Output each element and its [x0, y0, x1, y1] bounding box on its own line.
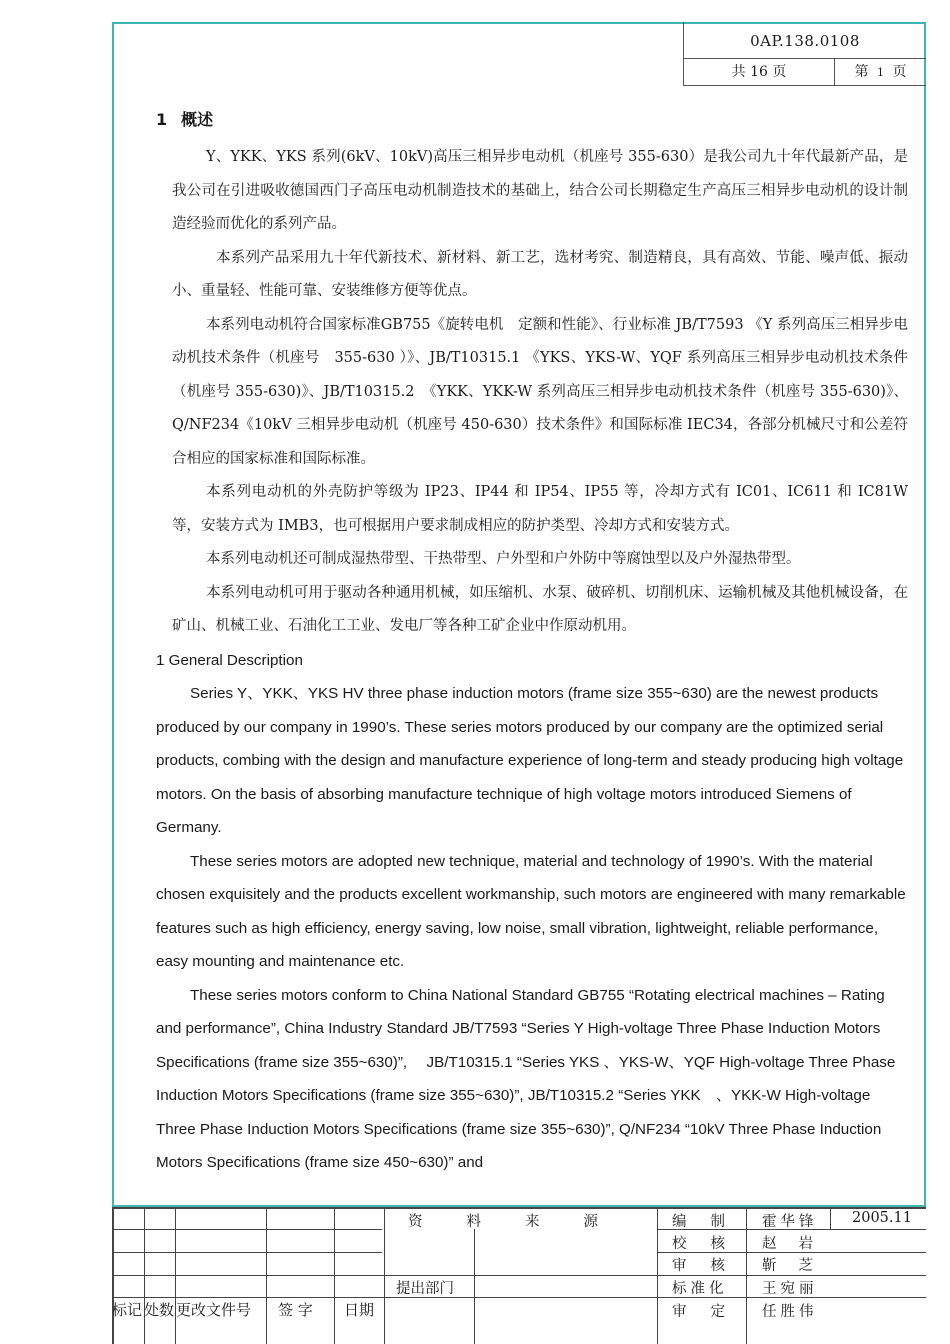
rev-header-docno: 更改文件号 [176, 1301, 252, 1319]
section-heading-cn [156, 108, 908, 132]
role-standardization: 标准化 [672, 1281, 728, 1297]
role-checked: 校核 [672, 1236, 749, 1252]
paragraph-cn: 本系列电动机符合国家标准GB755《旋转电机 定额和性能》、行业标准 JB/T7593 《Y 系列高压三相异步电动机技术条件（机座号 355-630 ）》、JB/T10315.1 《YKS、YKS-W、YQF 系列高压三相异步电动机技术条件（机座号 355-630)》、JB/T10315.2 《YKK、YKK-W 系列高压三相异步电动机技术条件（机座号 355-630)》、Q/NF234《10kV 三相异步电动机（机座号 450-630）技术条件》和国际标准 IEC34，各部分机械尺寸和公差符合相应的国家标准和国际标准。 [172, 316, 908, 467]
paragraph-en: These series motors conform to China National Standard GB755 “Rotating electrical machines – Rating and performance”, China Industry Standard JB/T7593 “Series Y High-voltage Three Phase Induction Motors Specifications (frame size 355~630)”, JB/T10315.1 “Series YKS 、YKS-W、YQF High-voltage Three Phase Induction Motors Specifications (frame size 355~630)”, JB/T10315.2 “Series YKK 、YKK-W High-voltage Three Phase Induction Motors Specifications (frame size 355~630)”, Q/NF234 “10kV Three Phase Induction Motors Specifications (frame size 450~630)” and [156, 986, 896, 1171]
name-prepared: 霍华锋 [762, 1214, 818, 1230]
document-number: 0AP.138.0108 [684, 22, 926, 59]
role-reviewed: 审核 [672, 1258, 749, 1274]
section-number: 1 [156, 110, 168, 129]
chinese-paragraphs [156, 141, 908, 644]
section-heading-en: 1 General Description [156, 651, 303, 669]
rev-header-sign: 签 字 [278, 1301, 313, 1319]
page-label: 第 [854, 64, 869, 80]
paragraph-en: These series motors are adopted new technique, material and technology of 1990’s. With the material chosen exquisitely and the products excellent workmanship, such motors are engineered with many remarkable features such as high efficiency, energy saving, low noise, small vibration, lightweight, reliable performance, easy mounting and maintenance etc. [156, 852, 906, 970]
paragraph-cn: Y、YKK、YKS 系列(6kV、10kV)高压三相异步电动机（机座号 355-630）是我公司九十年代最新产品，是我公司在引进吸收德国西门子高压电动机制造技术的基础上，结合公司长期稳定生产高压三相异步电动机的设计制造经验而优化的系列产品。 [172, 149, 908, 232]
paragraph-cn: 本系列电动机可用于驱动各种通用机械，如压缩机、水泵、破碎机、切削机床、运输机械及其他机械设备，在矿山、机械工业、石油化工工业、发电厂等各种工矿企业中作原动机用。 [172, 584, 908, 634]
name-standardization: 王宛丽 [762, 1281, 818, 1297]
title-block [112, 1207, 926, 1344]
source-label: 资料来源 [408, 1214, 642, 1230]
document-header [683, 22, 926, 86]
paragraph-cn: 本系列电动机的外壳防护等级为 IP23、IP44 和 IP54、IP55 等，冷却方式有 IC01、IC611 和 IC81W 等，安装方式为 IMB3，也可根据用户要求制成相应的防护类型、冷却方式和安装方式。 [172, 484, 908, 534]
issue-date: 2005.11 [852, 1210, 912, 1226]
paragraph-cn: 本系列电动机还可制成湿热带型、干热带型、户外型和户外防中等腐蚀型以及户外湿热带型。 [206, 551, 801, 567]
total-pages: 共 16 页 [684, 58, 835, 86]
page-suffix: 页 [892, 64, 907, 80]
page-indicator [834, 58, 927, 86]
document-body [156, 108, 908, 1180]
department-label: 提出部门 [396, 1281, 454, 1297]
page-number: 1 [877, 66, 884, 79]
role-approved: 审定 [672, 1304, 749, 1320]
rev-header-date: 日期 [344, 1301, 375, 1319]
rev-header-count: 处数 [144, 1301, 175, 1319]
role-prepared: 编制 [672, 1214, 749, 1230]
paragraph-cn: 本系列产品采用九十年代新技术、新材料、新工艺，选材考究、制造精良，具有高效、节能、噪声低、振动小、重量轻、性能可靠、安装维修方便等优点。 [172, 249, 908, 299]
section-title: 概述 [181, 110, 214, 129]
name-approved: 任胜伟 [762, 1304, 818, 1320]
name-checked: 赵岩 [762, 1236, 835, 1252]
paragraph-en: Series Y、YKK、YKS HV three phase induction motors (frame size 355~630) are the newest products produced by our company in 1990’s. These series motors produced by our company are the optimized serial products, combing with the design and manufacture experience of long-term and steady producing high voltage motors. On the basis of absorbing manufacture technique of high voltage motors introduced Siemens of Germany. [156, 685, 904, 836]
name-reviewed: 靳芝 [762, 1258, 835, 1274]
rev-header-mark: 标记 [112, 1301, 143, 1319]
